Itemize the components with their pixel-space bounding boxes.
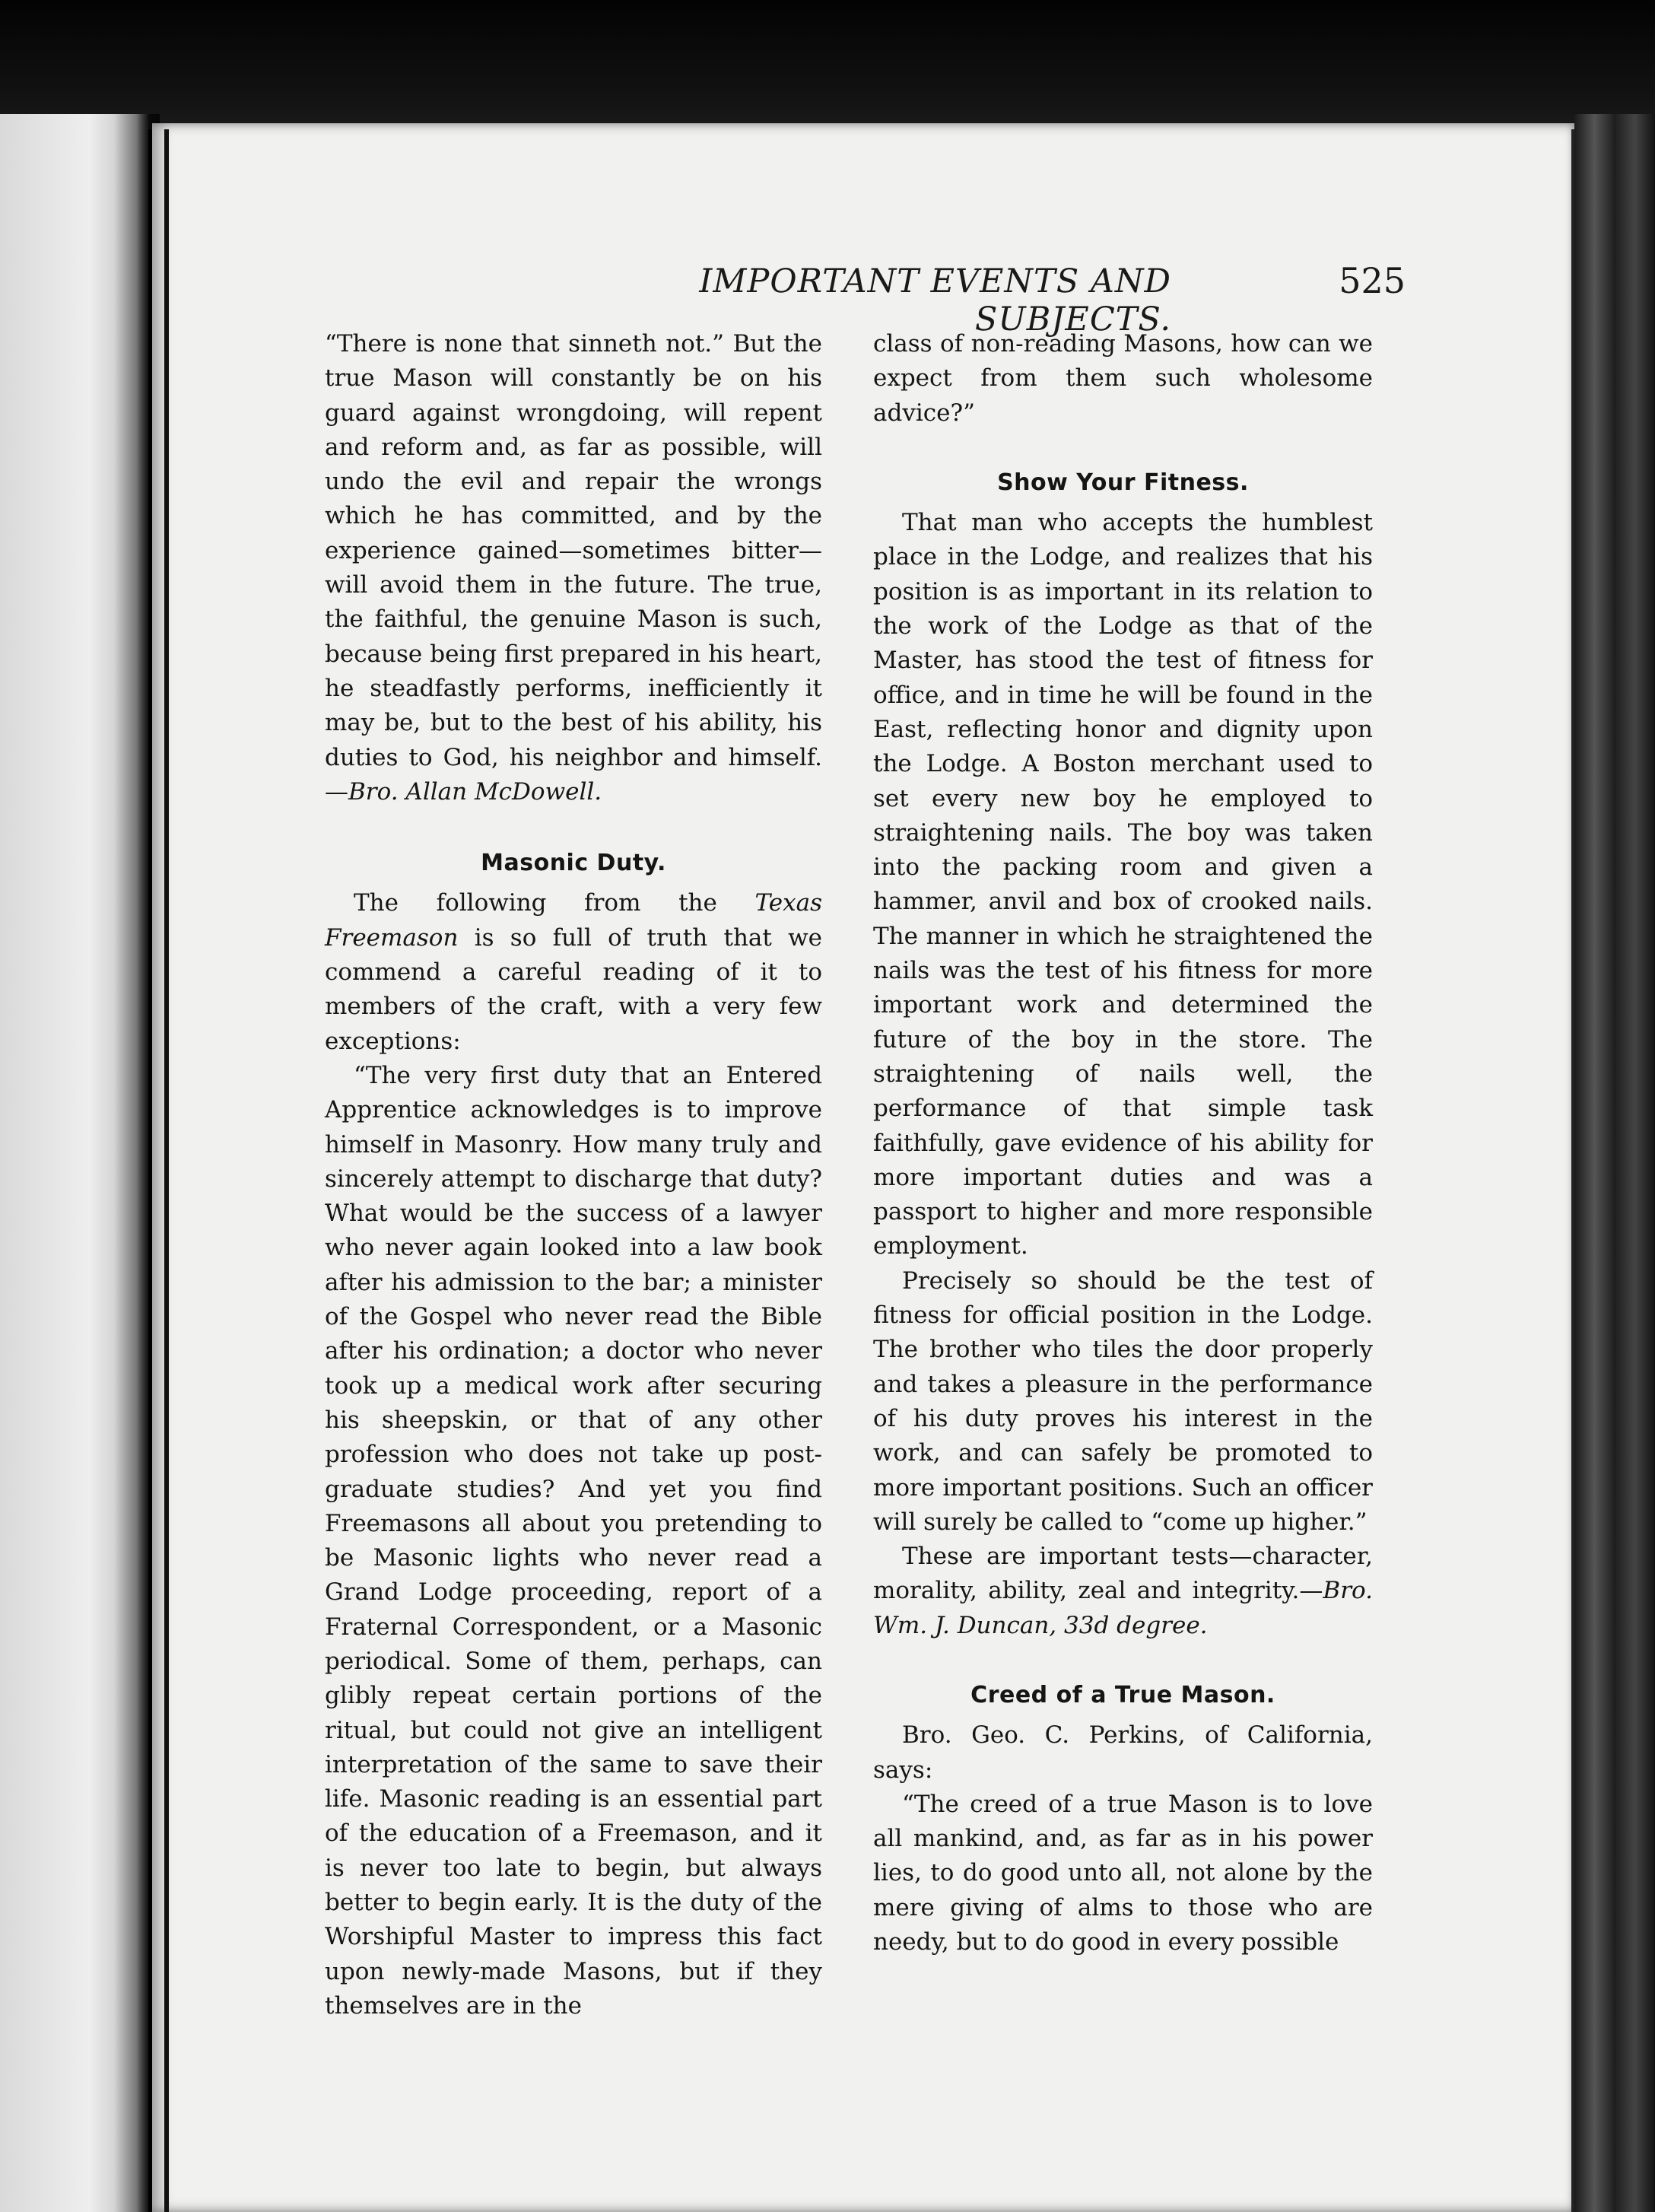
paragraph: class of non-reading Masons, how can we expect from them such wholesome advice?” bbox=[873, 330, 1373, 427]
paragraph: Precisely so should be the test of fitness for official position in the Lodge. The brother who tiles the door properly and takes a pleasure in the performance of his duty proves his interest in the work, and can safely be promoted to more important positions. Such an officer will surely be called to “come up higher.” bbox=[873, 1266, 1373, 1536]
section-heading-masonic-duty: Masonic Duty. bbox=[481, 850, 666, 877]
section-heading-show-your-fitness: Show Your Fitness. bbox=[997, 469, 1249, 496]
page-edge-left bbox=[164, 129, 169, 2212]
signature: Bro. Wm. J. Duncan, 33d degree. bbox=[873, 1577, 1373, 1639]
scan-border-top bbox=[0, 0, 1655, 129]
running-header: IMPORTANT EVENTS AND SUBJECTS. bbox=[699, 262, 1171, 338]
paragraph: That man who accepts the humblest place in the Lodge, and realizes that his position is as important in its relation to the work of the Lodge as that of the Master, has stood the test of fitness for office, and in time he will be found in the East, reflecting honor and dignity upon the Lodge. A Boston merchant used to set every new boy he employed to straightening nails. The boy was taken into the packing room and given a hammer, anvil and box of crooked nails. The manner in which he straightened the nails was the test of his fitness for more important work and determined the future of the boy in the store. The straightening of nails well, the performance of that simple task faithfully, gave evidence of his ability for more important duties and was a passport to higher and more responsible employment. bbox=[873, 509, 1373, 1260]
page-number: 525 bbox=[1339, 260, 1406, 301]
paragraph: “The very first duty that an Entered Apprentice acknowledges is to improve himself in Masonry. How many truly and sincerely attempt to discharge that duty? What would be the success of a lawyer who never again looked into a law book after his admission to the bar; a minister of the Gospel who never read the Bible after his ordination; a doctor who never took up a medical work after securing his sheepskin, or that of any other profession who does not take up post-graduate studies? And yet you find Freemasons all about you pretending to be Masonic lights who never read a Grand Lodge proceeding, report of a Fraternal Correspondent, or a Masonic periodical. Some of them, perhaps, can glibly repeat certain portions of the ritual, but could not give an intelligent interpretation of the same to save their life. Masonic reading is an essential part of the education of a Freemason, and it is never too late to begin, but always better to begin early. It is the duty of the Worshipful Master to impress this fact upon newly-made Masons, but if they themselves are in the bbox=[325, 1061, 822, 2020]
left-column bbox=[325, 327, 822, 2023]
paragraph: These are important tests—character, morality, ability, zeal and integrity.—Bro. Wm. J. Duncan, 33d degree. bbox=[873, 1543, 1373, 1639]
signature: Bro. Allan McDowell. bbox=[348, 777, 602, 806]
source-title: Texas Freemason bbox=[325, 889, 822, 952]
paragraph: “There is none that sinneth not.” But the true Mason will constantly be on his guard against wrongdoing, will repent and reform and, as far as possible, will undo the evil and repair the wrongs which he has committed, and by the experience gained—sometimes bitter—will avoid them in the future. The true, the faithful, the genuine Mason is such, because being first prepared in his heart, he steadfastly performs, inefficiently it may be, but to the best of his ability, his duties to God, his neighbor and himself.—Bro. Allan McDowell. bbox=[325, 330, 822, 806]
book-binding-right bbox=[1574, 114, 1655, 2212]
paragraph: The following from the Texas Freemason is so full of truth that we commend a careful reading of it to members of the craft, with a very few exceptions: bbox=[325, 889, 822, 1055]
section-heading-creed: Creed of a True Mason. bbox=[970, 1681, 1275, 1708]
paragraph: Bro. Geo. C. Perkins, of California, says: bbox=[873, 1721, 1373, 1784]
paragraph: “The creed of a true Mason is to love all mankind, and, as far as in his power lies, to do good unto all, not alone by the mere giving of alms to those who are needy, but to do good in every possible bbox=[873, 1790, 1373, 1956]
right-column bbox=[873, 327, 1373, 1959]
